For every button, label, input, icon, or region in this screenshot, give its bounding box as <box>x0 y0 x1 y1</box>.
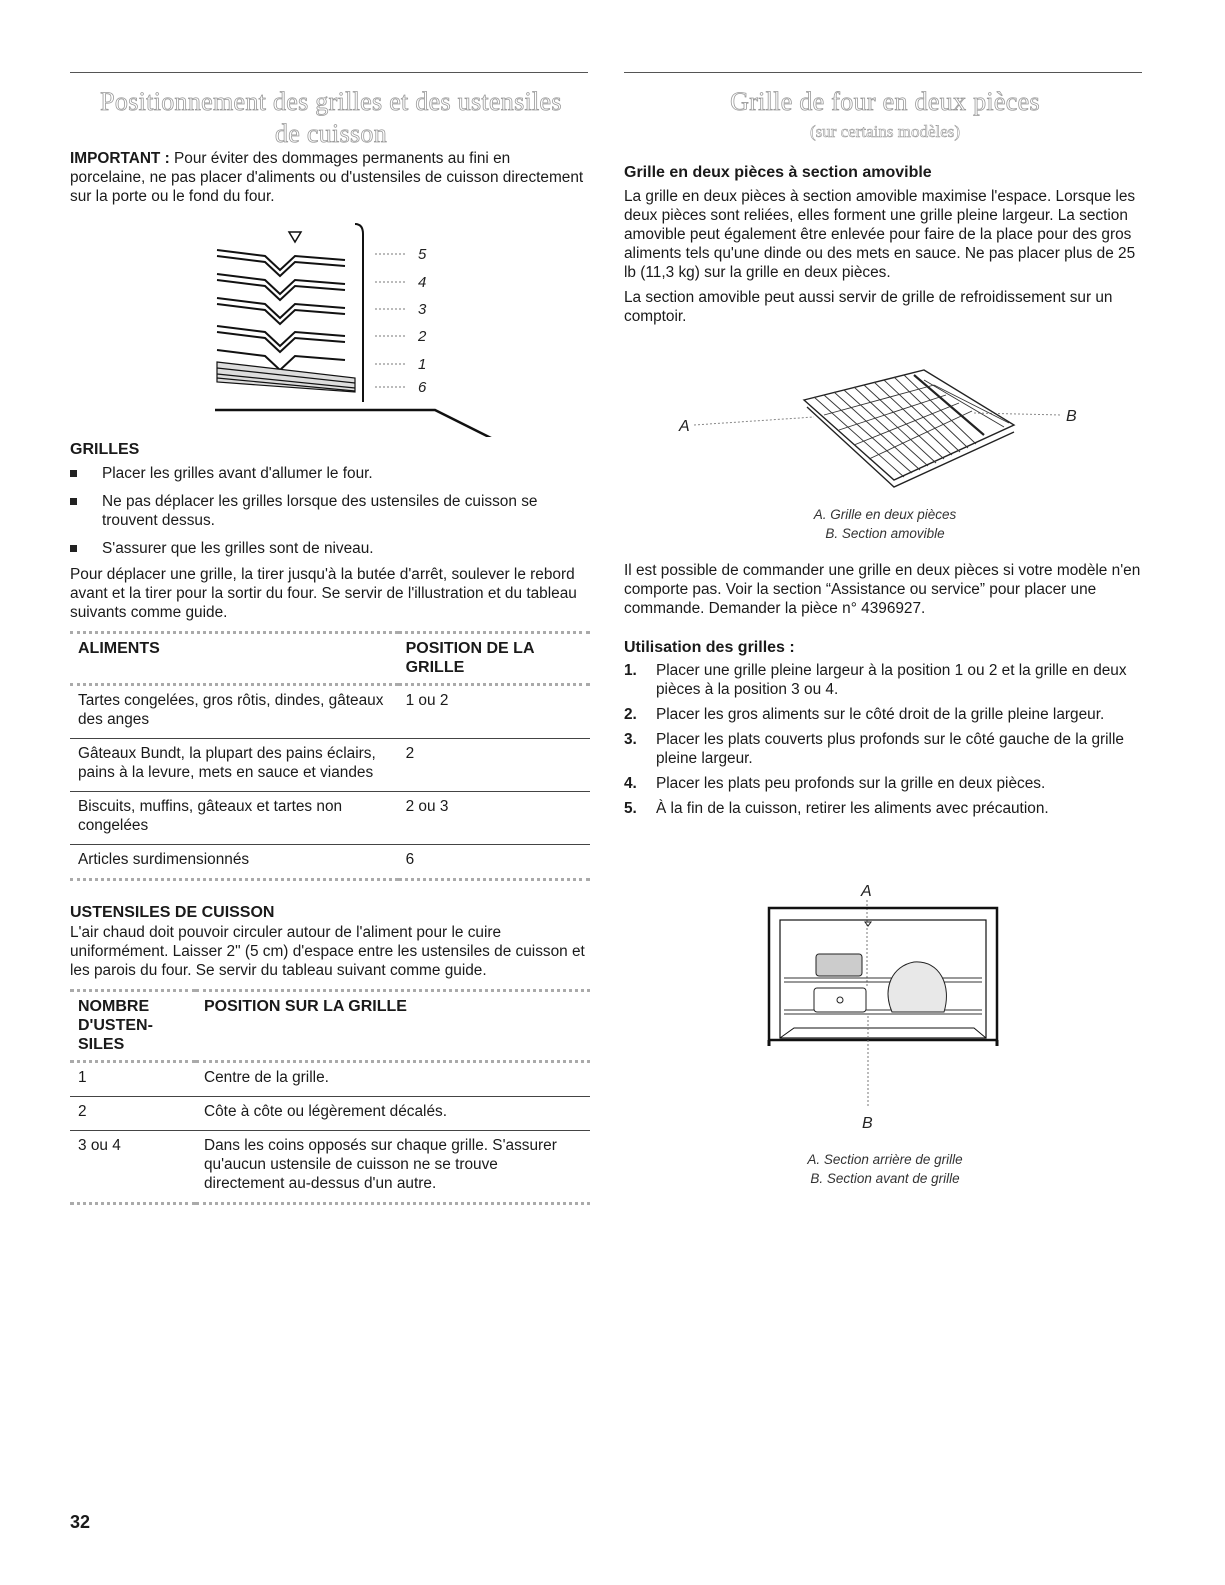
right-top-rule <box>624 72 1142 73</box>
rack-frame <box>804 370 1014 487</box>
rack-positions-illustration <box>205 212 525 437</box>
step-text: Placer les plats peu profonds sur la grille en deux pièces. <box>656 775 1046 792</box>
table-cell: Tartes congelées, gros rôtis, dindes, gâteaux des anges <box>70 685 398 739</box>
table-header-cell: POSITION DE LA GRILLE <box>398 633 590 685</box>
fig2-captions <box>624 1150 1146 1188</box>
important-notice <box>70 149 585 206</box>
rack-label-5: 5 <box>418 246 427 263</box>
ordering-and-usage-section <box>624 561 1142 824</box>
fig2-label-a: A <box>861 883 872 900</box>
page-number: 32 <box>70 1512 91 1532</box>
rack-label-2: 2 <box>418 328 427 345</box>
step-number: 3. <box>624 731 637 748</box>
left-title-line2: de cuisson <box>274 119 388 148</box>
table-cell: Centre de la grille. <box>196 1062 590 1097</box>
oven-interior-illustration <box>764 878 1004 1148</box>
grilles-bullet: Ne pas déplacer les grilles lorsque des ustensiles de cuisson se trouvent dessus. <box>70 492 590 530</box>
bottom-rack <box>217 362 355 392</box>
usage-step <box>624 730 1142 768</box>
oven-fan-icon <box>865 922 871 926</box>
fig1-captions <box>624 505 1146 543</box>
fig2-label-b: B <box>862 1115 873 1132</box>
table-cell: Côte à côte ou légèrement décalés. <box>196 1097 590 1131</box>
rack-label-4: 4 <box>418 274 427 291</box>
rack-label-6: 6 <box>418 379 427 396</box>
table-cell: 1 ou 2 <box>398 685 590 739</box>
grilles-paragraph: Pour déplacer une grille, la tirer jusqu'à la butée d'arrêt, soulever le rebord avant et la tirer pour la sortir du four. Se servir de l'illustration et du tableau suivants comme guide. <box>70 566 577 621</box>
step-text: Placer une grille pleine largeur à la position 1 ou 2 et la grille en deux pièces à la position 3 ou 4. <box>656 662 1127 698</box>
oven-wall-line <box>355 224 363 402</box>
rack-label-3: 3 <box>418 301 427 318</box>
usage-step <box>624 705 1142 724</box>
grilles-bullet: S'assurer que les grilles sont de niveau. <box>70 539 590 558</box>
step-text: Placer les plats couverts plus profonds sur le côté gauche de la grille pleine largeur. <box>656 731 1124 767</box>
leader-line-a <box>694 417 814 425</box>
oven-cavity <box>769 908 997 1046</box>
grilles-bullet: Placer les grilles avant d'allumer le four. <box>70 464 590 483</box>
two-piece-rack-paragraph: La grille en deux pièces à section amovible maximise l'espace. Lorsque les deux pièces sont reliées, elles forment une grille pleine largeur. La section amovible peut également être enlevée pour faire de la place pour des gros aliments tels qu'une dinde ou des mets en sauce. Ne pas placer plus de 25 lb (11,3 kg) sur la grille en deux pièces. <box>624 188 1136 281</box>
table-cell: 2 <box>398 739 590 792</box>
fig1-caption-a: A. Grille en deux pièces <box>813 507 957 522</box>
rack-lines <box>217 250 345 370</box>
usage-step <box>624 661 1142 699</box>
step-number: 4. <box>624 775 637 792</box>
table-cell: Articles surdimensionnés <box>70 845 398 880</box>
oven-floor-line <box>215 410 495 437</box>
usage-step <box>624 799 1142 818</box>
rack-line-3 <box>217 298 345 318</box>
two-piece-rack-illustration <box>674 355 1114 505</box>
table-cell: 1 <box>70 1062 196 1097</box>
rack-position-labels <box>417 246 427 396</box>
table-cell: Biscuits, muffins, gâteaux et tartes non congelées <box>70 792 398 845</box>
important-label: IMPORTANT : <box>70 150 170 167</box>
food-rack-table <box>70 631 590 881</box>
leader-line-b <box>974 413 1062 415</box>
cookware-rack-table <box>70 989 590 1205</box>
table-cell: 2 ou 3 <box>398 792 590 845</box>
two-piece-rack-heading: Grille en deux pièces à section amovible <box>624 164 932 181</box>
step-text: Placer les gros aliments sur le côté droit de la grille pleine largeur. <box>656 706 1105 723</box>
cooling-rack-paragraph: La section amovible peut aussi servir de grille de refroidissement sur un comptoir. <box>624 289 1113 325</box>
usage-step <box>624 774 1142 793</box>
ustensiles-paragraph: L'air chaud doit pouvoir circuler autour de l'aliment pour le cuire uniformément. Laisser 2" (5 cm) d'espace entre les ustensiles de cuisson et les parois du four. Se servir du tableau suivant comme guide. <box>70 924 585 979</box>
rack-label-1: 1 <box>418 356 427 373</box>
utilisation-heading: Utilisation des grilles : <box>624 639 795 656</box>
right-title: Grille de four en deux pièces <box>730 87 1040 116</box>
fig2-caption-b: B. Section avant de grille <box>810 1171 960 1186</box>
table-row <box>70 792 590 845</box>
step-number: 2. <box>624 706 637 723</box>
rack-line-2 <box>217 326 345 346</box>
usage-steps <box>624 661 1142 818</box>
covered-dish <box>816 954 862 976</box>
step-number: 5. <box>624 800 637 817</box>
grilles-heading: GRILLES <box>70 441 140 458</box>
rack-line-5 <box>217 250 345 270</box>
step-text: À la fin de la cuisson, retirer les aliments avec précaution. <box>656 800 1049 817</box>
shallow-dish <box>814 988 866 1012</box>
table-cell: Gâteaux Bundt, la plupart des pains éclairs, pains à la levure, mets en sauce et viandes <box>70 739 398 792</box>
two-piece-rack-section <box>624 163 1142 326</box>
left-title-line1: Positionnement des grilles et des ustensiles <box>100 87 562 116</box>
table-row <box>70 1131 590 1204</box>
ustensiles-heading: USTENSILES DE CUISSON <box>70 904 275 921</box>
table-row <box>70 685 590 739</box>
table-header-cell: POSITION SUR LA GRILLE <box>196 991 590 1062</box>
roast-turkey <box>888 962 946 1012</box>
table-header-cell: NOMBRE D'USTEN-SILES <box>70 991 196 1062</box>
fig1-caption-b: B. Section amovible <box>825 526 945 541</box>
table-cell: 2 <box>70 1097 196 1131</box>
table-row <box>70 1062 590 1097</box>
table-cell: 3 ou 4 <box>70 1131 196 1204</box>
rack-line-4 <box>217 274 345 294</box>
grilles-section <box>70 440 590 1205</box>
fig2-caption-a: A. Section arrière de grille <box>807 1152 963 1167</box>
rack-position-tick-marks <box>375 254 405 387</box>
table-header-row <box>70 633 590 685</box>
table-row <box>70 739 590 792</box>
fig1-label-b: B <box>1066 408 1077 425</box>
fig1-label-a: A <box>679 418 690 435</box>
important-text: Pour éviter des dommages permanents au fini en porcelaine, ne pas placer d'aliments ou d'ustensiles de cuisson directement sur la porte ou le fond du four. <box>70 150 584 205</box>
table-header-row <box>70 991 590 1062</box>
left-top-rule <box>70 72 588 73</box>
left-title <box>70 86 592 150</box>
table-row <box>70 845 590 880</box>
order-paragraph: Il est possible de commander une grille en deux pièces si votre modèle n'en comporte pas. Voir la section “Assistance ou service” pour placer une commande. Demander la pièce n° 4396927. <box>624 562 1141 617</box>
right-subtitle: (sur certains modèles) <box>809 122 961 141</box>
table-header-cell: ALIMENTS <box>70 633 398 685</box>
oven-fan-icon <box>289 232 301 242</box>
table-cell: Dans les coins opposés sur chaque grille. S'assurer qu'aucun ustensile de cuisson ne se trouve directement au-dessus d'un autre. <box>196 1131 590 1204</box>
step-number: 1. <box>624 662 637 679</box>
grilles-bullet-list <box>70 464 590 558</box>
table-row <box>70 1097 590 1131</box>
table-cell: 6 <box>398 845 590 880</box>
